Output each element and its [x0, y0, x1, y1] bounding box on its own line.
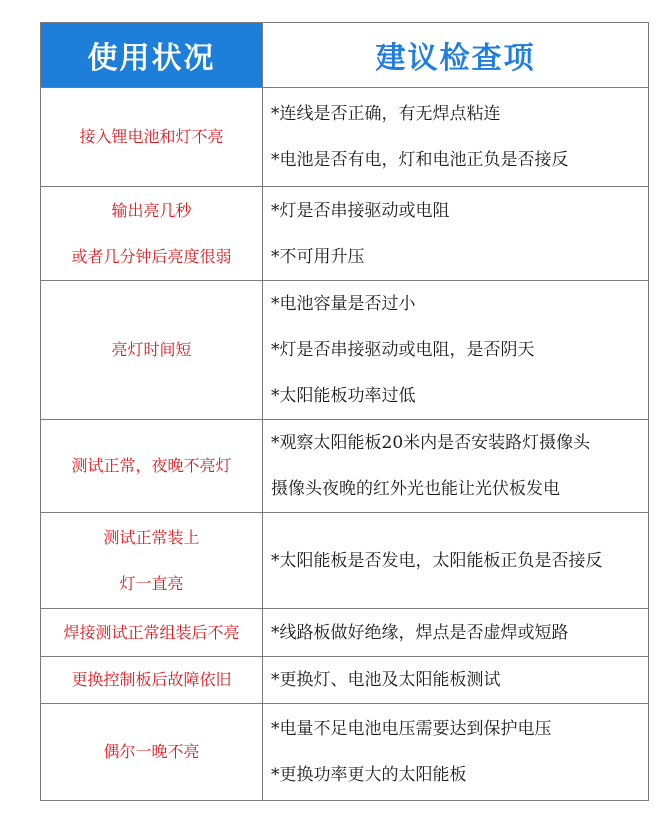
suggestion-cell	[263, 657, 649, 704]
suggestion-text: *灯是否串接驱动或电阻，是否阴天	[271, 340, 535, 360]
condition-cell	[41, 420, 263, 513]
condition-cell	[41, 609, 263, 657]
condition-text: 测试正常，夜晚不亮灯	[71, 456, 232, 475]
condition-text: 接入锂电池和灯不亮	[79, 127, 224, 146]
condition-text: 亮灯时间短	[111, 340, 192, 359]
suggestion-text: *不可用升压	[271, 246, 365, 267]
suggestion-text: *太阳能板是否发电，太阳能板正负是否接反	[271, 550, 603, 571]
suggestion-text: *电量不足电池电压需要达到保护电压	[271, 719, 552, 739]
table-row	[41, 281, 649, 420]
condition-cell	[41, 187, 263, 281]
condition-cell	[41, 513, 263, 609]
condition-text: 更换控制板后故障依旧	[71, 670, 232, 689]
suggestion-cell	[263, 88, 649, 187]
suggestion-cell	[263, 281, 649, 420]
suggestion-cell	[263, 513, 649, 609]
suggestion-text: *连线是否正确，有无焊点粘连	[271, 104, 501, 124]
header-condition: 使用状况	[41, 23, 263, 88]
suggestion-cell	[263, 420, 649, 513]
condition-cell	[41, 657, 263, 704]
condition-text: 焊接测试正常组装后不亮	[63, 622, 240, 642]
table-row	[41, 187, 649, 281]
header-row	[41, 23, 649, 88]
suggestion-text: 摄像头夜晚的红外光也能让光伏板发电	[271, 479, 560, 499]
suggestion-text: *观察太阳能板20米内是否安装路灯摄像头	[271, 433, 591, 453]
suggestion-text: *更换灯、电池及太阳能板测试	[271, 670, 501, 690]
troubleshooting-table	[40, 22, 649, 801]
suggestion-text: *电池是否有电，灯和电池正负是否接反	[271, 150, 569, 170]
condition-text: 或者几分钟后亮度很弱	[71, 246, 232, 266]
condition-cell	[41, 88, 263, 187]
table-row	[41, 420, 649, 513]
suggestion-text: *更换功率更大的太阳能板	[271, 765, 467, 785]
condition-text: 灯一直亮	[119, 573, 184, 593]
header-suggestion: 建议检查项	[263, 23, 649, 88]
suggestion-cell	[263, 187, 649, 281]
table-row	[41, 88, 649, 187]
suggestion-cell	[263, 609, 649, 657]
suggestion-text: *灯是否串接驱动或电阻	[271, 200, 450, 221]
condition-text: 偶尔一晚不亮	[103, 742, 200, 761]
table-row	[41, 657, 649, 704]
suggestion-text: *电池容量是否过小	[271, 294, 416, 314]
suggestion-text: *太阳能板功率过低	[271, 386, 416, 406]
table-row	[41, 704, 649, 801]
condition-cell	[41, 281, 263, 420]
suggestion-text: *线路板做好绝缘，焊点是否虚焊或短路	[271, 622, 569, 643]
table-row	[41, 609, 649, 657]
condition-text: 测试正常装上	[103, 527, 200, 547]
suggestion-cell	[263, 704, 649, 801]
table-row	[41, 513, 649, 609]
condition-cell	[41, 704, 263, 801]
condition-text: 输出亮几秒	[111, 200, 192, 220]
